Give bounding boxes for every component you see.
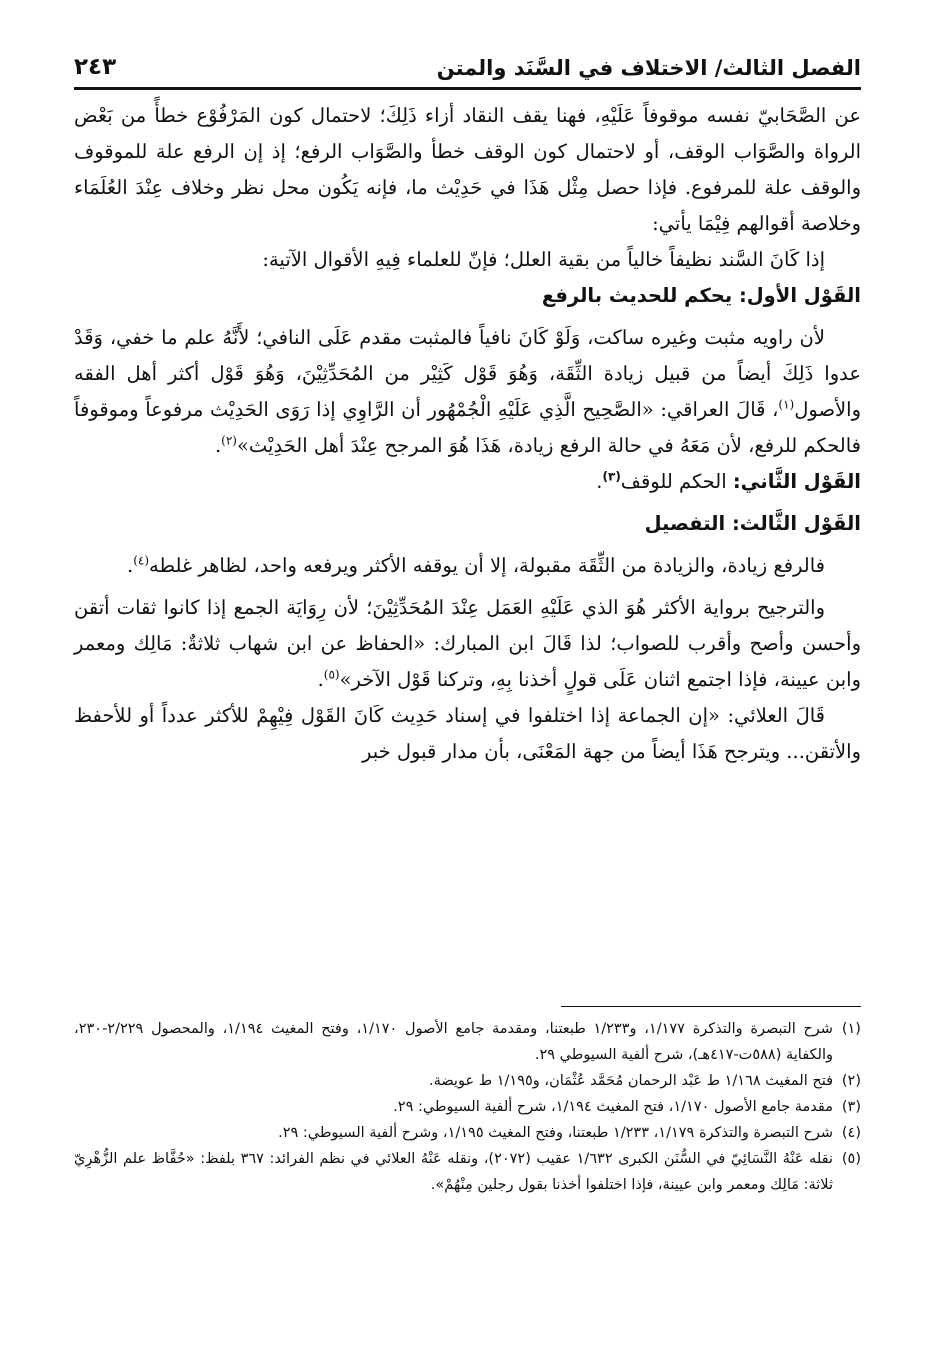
footnote-item bbox=[74, 1068, 861, 1094]
heading-second-label: القَوْل الثَّاني: bbox=[732, 470, 861, 493]
heading-second-end: . bbox=[596, 470, 603, 493]
footnote-text: شرح التبصرة والتذكرة ١/١٧٧، و١/٢٣٣ طبعتنا، ومقدمة جامع الأصول ١/١٧٠، وفتح المغيث ١/١٩٤، والمحصول ٢/٢٢٩-٢٣٠، والكفاية (٥٨٨ت-٤١٧هـ)، شرح ألفية السيوطي ٢٩. bbox=[74, 1021, 833, 1063]
heading-second-opinion bbox=[74, 464, 861, 500]
footnote-text: فتح المغيث ١/١٦٨ ط عَبْد الرحمان مُحَمَّد عُثْمَان، و١/١٩٥ ط عويضة. bbox=[428, 1073, 833, 1089]
paragraph-3-end: . bbox=[214, 434, 222, 457]
paragraph-4 bbox=[74, 548, 861, 584]
footnote-text: مقدمة جامع الأصول ١/١٧٠، فتح المغيث ١/١٩٤، شرح ألفية السيوطي: ٢٩. bbox=[393, 1099, 833, 1115]
footnote-ref-4: (٤) bbox=[133, 553, 150, 568]
paragraph-2: إذا كَانَ السَّند نظيفاً خالياً من بقية العلل؛ فإنّ للعلماء فِيهِ الأقوال الآتية: bbox=[262, 248, 825, 271]
heading-third-opinion: القَوْل الثَّالث: التفصيل bbox=[644, 512, 861, 535]
page-header bbox=[74, 52, 861, 90]
paragraph-3-text: لأن راويه مثبت وغيره ساكت، وَلَوْ كَانَ نافياً فالمثبت مقدم عَلَى النافي؛ لأَنَّهُ علم ما خفي، وَقَدْ عدوا ذَلِكَ أيضاً من قبيل زيادة الثِّقَة، وَهُوَ قَوْل كَثِيْر من المُحَدِّثِيْنَ، وَهُوَ قَوْل أكثر أهل الفقه والأصول bbox=[74, 326, 861, 421]
footnote-text: شرح التبصرة والتذكرة ١/١٧٩، ١/٢٣٣ طبعتنا، وفتح المغيث ١/١٩٥، وشرح ألفية السيوطي: ٢٩. bbox=[278, 1125, 833, 1141]
heading-second-text: الحكم للوقف bbox=[620, 470, 733, 493]
paragraph-4-text: فالرفع زيادة، والزيادة من الثِّقَة مقبولة، إلا أن يوقفه الأكثر ويرفعه واحد، لظاهر غلطه bbox=[149, 554, 825, 577]
main-text bbox=[74, 98, 861, 770]
paragraph-5-end: . bbox=[317, 668, 324, 691]
paragraph-4-end: . bbox=[127, 554, 134, 577]
footnote-number: (٥) bbox=[841, 1151, 861, 1167]
paragraph-6: قَالَ العلائي: «إن الجماعة إذا اختلفوا في إسناد حَدِيث كَانَ القَوْل فِيْهِمْ للأكثر عدداً أو للأحفظ والأتقن... ويترجح هَذَا أيضاً من جهة المَعْنَى، بأن مدار قبول خبر bbox=[74, 704, 861, 763]
footnote-item bbox=[74, 1016, 861, 1068]
footnote-ref-1: (١) bbox=[778, 397, 795, 412]
footnotes bbox=[74, 1016, 861, 1198]
paragraph-5 bbox=[74, 590, 861, 698]
footnote-separator bbox=[561, 1006, 861, 1007]
paragraph-1: عن الصَّحَابيّ نفسه موقوفاً عَلَيْهِ، فهنا يقف النقاد أزاء ذَلِكَ؛ لاحتمال كون المَرْفُوْع خطأً من بَعْض الرواة والصَّوَاب الوقف، أو لاحتمال كون الوقف خطأ والصَّوَاب الرفع؛ إذ إن الرفع علة للموقوف والوقف علة للمرفوع. فإذا حصل مِثْل هَذَا في حَدِيْث ما، فإنه يَكُون محل نظر وخلاف عِنْدَ العُلَمَاء وخلاصة أقوالهم فِيْمَا يأتي: bbox=[74, 104, 861, 235]
footnote-number: (١) bbox=[841, 1021, 861, 1037]
footnote-number: (٣) bbox=[841, 1099, 861, 1115]
heading-first-opinion: القَوْل الأول: يحكم للحديث بالرفع bbox=[541, 284, 861, 307]
page-number: ٢٤٣ bbox=[74, 54, 117, 80]
footnote-text: نقله عَنْهُ النَّسَائِيّ في السُّنَن الكبرى ١/٦٣٢ عقيب (٢٠٧٢)، ونقله عَنْهُ العلائي في نظم الفرائد: ٣٦٧ بلفظ: «حُفَّاظ علم الزُّهْرِيّ ثلاثة: مَالِك ومعمر وابن عيينة، فإذا اختلفوا أخذنا بقول رجلين مِنْهُمْ». bbox=[74, 1151, 833, 1193]
paragraph-3-quote: ، قَالَ العراقي: «الصَّحِيح الَّذِي عَلَيْهِ الْجُمْهُور أن الرَّاوِي إذا رَوَى الحَدِيْث مرفوعاً وموقوفاً فالحكم للرفع، لأن مَعَهُ في حالة الرفع زيادة، هَذَا هُوَ المرجح عِنْدَ أهل الحَدِيْث» bbox=[74, 398, 861, 457]
footnote-ref-3: (٣) bbox=[602, 469, 621, 484]
footnote-item bbox=[74, 1094, 861, 1120]
footnote-item bbox=[74, 1146, 861, 1198]
running-head: الفصل الثالث/ الاختلاف في السَّنَد والمتن bbox=[436, 56, 861, 80]
footnote-ref-5: (٥) bbox=[323, 667, 340, 682]
paragraph-3 bbox=[74, 320, 861, 464]
footnote-number: (٢) bbox=[841, 1073, 861, 1089]
paragraph-5-text: والترجيح برواية الأكثر هُوَ الذي عَلَيْهِ العَمَل عِنْدَ المُحَدِّثِيْنَ؛ لأن رِوَايَة الجمع إذا كانوا ثقات أتقن وأحسن وأصح وأقرب للصواب؛ لذا قَالَ ابن المبارك: «الحفاظ عن ابن شهاب ثلاثةٌ: مَالِك ومعمر وابن عيينة، فإذا اجتمع اثنان عَلَى قولٍ أخذنا بِهِ، وتركنا قَوْل الآخر» bbox=[74, 596, 861, 691]
footnote-item bbox=[74, 1120, 861, 1146]
footnote-number: (٤) bbox=[841, 1125, 861, 1141]
footnote-ref-2: (٢) bbox=[221, 433, 237, 448]
